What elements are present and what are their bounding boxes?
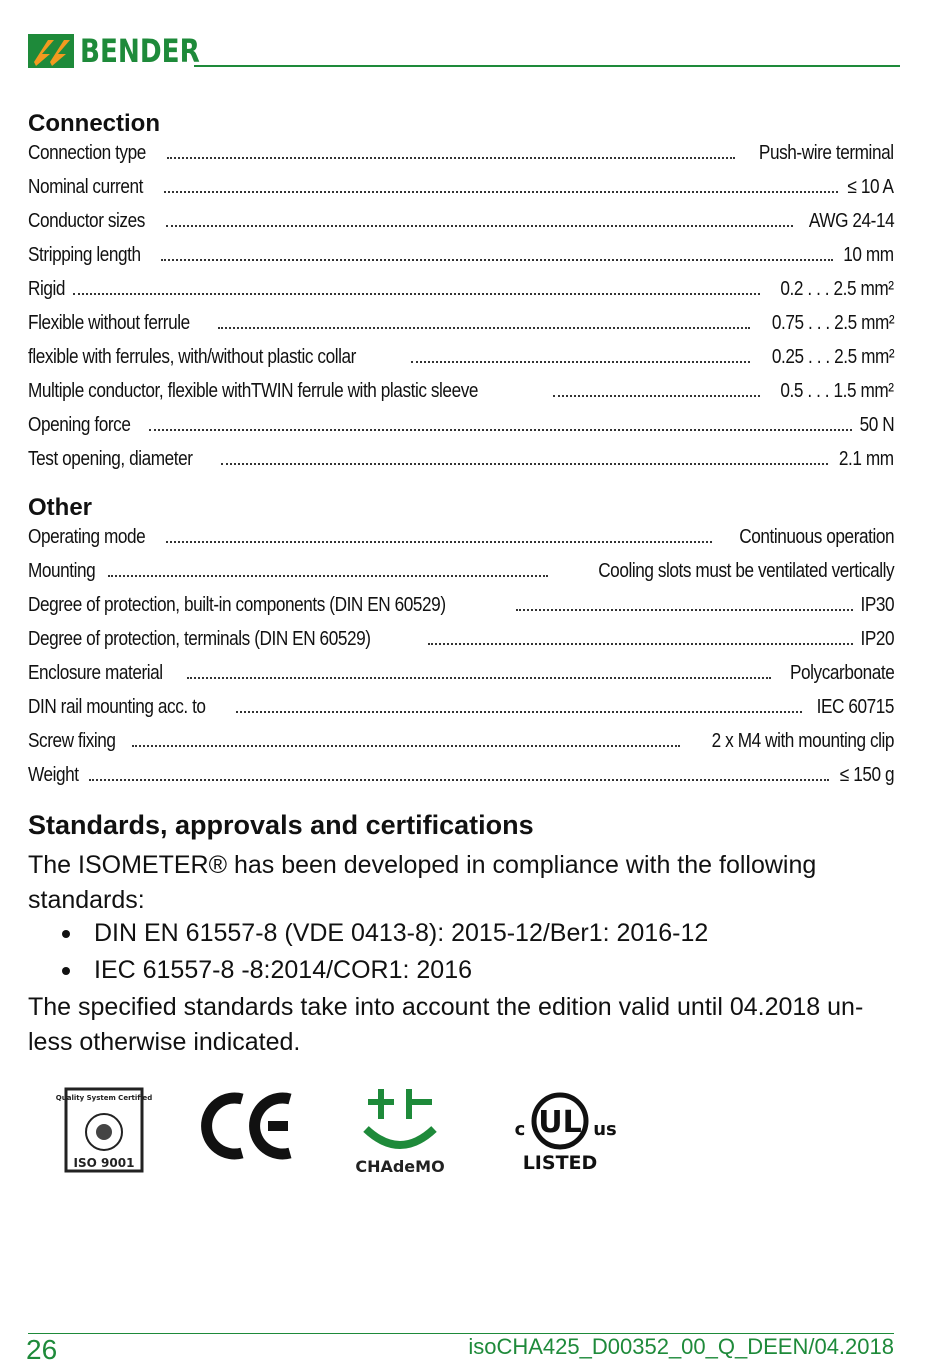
leader-dots	[164, 191, 839, 193]
standards-intro: The ISOMETER® has been developed in compliance with the following standards:	[28, 851, 817, 914]
section-title-other: Other	[28, 494, 93, 521]
spec-row	[28, 628, 894, 662]
list-item	[62, 915, 708, 952]
leader-dots	[166, 541, 711, 543]
spec-value: IP20	[860, 628, 894, 650]
other-spec-list	[28, 526, 894, 798]
page-number: 26	[26, 1334, 58, 1365]
standard-text: DIN EN 61557-8 (VDE 0413-8): 2015-12/Ber1: 2016-12	[94, 919, 709, 947]
spec-value: IP30	[860, 594, 894, 616]
spec-label: Test opening, diameter	[28, 448, 193, 470]
spec-value: Push-wire terminal	[759, 142, 894, 164]
leader-dots	[149, 429, 852, 431]
iso-9001-logo	[55, 1087, 153, 1173]
spec-value: 0.25 . . . 2.5 mm²	[771, 346, 894, 368]
spec-row	[28, 278, 894, 312]
leader-dots	[428, 643, 853, 645]
ul-us-text: us	[593, 1119, 617, 1140]
spec-label: Conductor sizes	[28, 210, 145, 232]
leader-dots	[89, 779, 829, 781]
leader-dots	[411, 361, 750, 363]
page-header	[28, 32, 900, 70]
spec-value: Continuous operation	[739, 526, 894, 548]
spec-row	[28, 346, 894, 380]
spec-label: Degree of protection, built-in components (DIN EN 60529)	[28, 594, 446, 616]
leader-dots	[553, 395, 760, 397]
certification-logos	[0, 1085, 950, 1185]
spec-row	[28, 414, 894, 448]
spec-row	[28, 312, 894, 346]
leader-dots	[236, 711, 802, 713]
spec-label: Opening force	[28, 414, 131, 436]
ce-mark-logo	[200, 1091, 295, 1161]
standards-note: The specified standards take into account the edition valid until 04.2018 un-less otherwise indicated.	[28, 993, 864, 1056]
standard-text: IEC 61557-8 -8:2014/COR1: 2016	[94, 956, 473, 984]
leader-dots	[218, 327, 750, 329]
ul-listed-text: LISTED	[522, 1152, 598, 1174]
list-item	[62, 952, 708, 989]
spec-row	[28, 448, 894, 482]
iso-bottom-text: ISO 9001	[73, 1156, 135, 1170]
spec-label: Screw fixing	[28, 730, 116, 752]
spec-value: AWG 24-14	[808, 210, 894, 232]
spec-row	[28, 730, 894, 764]
spec-label: flexible with ferrules, with/without plastic collar	[28, 346, 356, 368]
leader-dots	[161, 259, 833, 261]
spec-label: Operating mode	[28, 526, 146, 548]
ul-listed-logo	[510, 1085, 620, 1177]
spec-row	[28, 244, 894, 278]
bullet-icon	[62, 967, 70, 975]
leader-dots	[167, 157, 735, 159]
spec-value: 0.2 . . . 2.5 mm²	[780, 278, 894, 300]
spec-row	[28, 142, 894, 176]
leader-dots	[221, 463, 828, 465]
spec-label: Connection type	[28, 142, 146, 164]
leader-dots	[132, 745, 680, 747]
spec-label: Degree of protection, terminals (DIN EN 60529)	[28, 628, 371, 650]
spec-label: DIN rail mounting acc. to	[28, 696, 206, 718]
spec-value: ≤ 10 A	[847, 176, 894, 198]
spec-row	[28, 526, 894, 560]
chademo-logo	[350, 1085, 454, 1179]
leader-dots	[108, 575, 547, 577]
spec-row	[28, 176, 894, 210]
spec-label: Mounting	[28, 560, 96, 582]
leader-dots	[166, 225, 793, 227]
iso-top-text: Quality System Certified	[55, 1094, 153, 1102]
spec-value: 2 x M4 with mounting clip	[711, 730, 894, 752]
standards-heading: Standards, approvals and certifications	[28, 810, 534, 840]
spec-label: Weight	[28, 764, 79, 786]
spec-row	[28, 764, 894, 798]
ul-c-text: c	[514, 1119, 526, 1140]
spec-label: Flexible without ferrule	[28, 312, 190, 334]
spec-value: ≤ 150 g	[839, 764, 894, 786]
spec-value: IEC 60715	[816, 696, 894, 718]
leader-dots	[187, 677, 771, 679]
spec-value: 0.5 . . . 1.5 mm²	[780, 380, 894, 402]
spec-label: Enclosure material	[28, 662, 163, 684]
brand-name: BENDER	[80, 32, 200, 70]
spec-label: Stripping length	[28, 244, 141, 266]
spec-label: Multiple conductor, flexible withTWIN ferrule with plastic sleeve	[28, 380, 479, 402]
spec-row	[28, 380, 894, 414]
connection-spec-list	[28, 142, 894, 482]
spec-value: 0.75 . . . 2.5 mm²	[771, 312, 894, 334]
spec-row	[28, 662, 894, 696]
leader-dots	[73, 293, 760, 295]
spec-value: 50 N	[859, 414, 894, 436]
bender-logo-icon	[28, 34, 74, 68]
spec-row	[28, 594, 894, 628]
spec-value: Polycarbonate	[789, 662, 894, 684]
document-id: isoCHA425_D00352_00_Q_DEEN/04.2018	[468, 1334, 894, 1359]
spec-label: Rigid	[28, 278, 66, 300]
spec-value: Cooling slots must be ventilated vertically	[597, 560, 894, 582]
chademo-text: CHAdeMO	[355, 1157, 445, 1176]
spec-row	[28, 560, 894, 594]
spec-value: 2.1 mm	[839, 448, 894, 470]
leader-dots	[516, 609, 853, 611]
header-rule	[194, 65, 900, 67]
ul-text: UL	[538, 1105, 582, 1140]
bullet-icon	[62, 930, 70, 938]
spec-value: 10 mm	[843, 244, 894, 266]
spec-row	[28, 696, 894, 730]
section-title-connection: Connection	[28, 110, 160, 137]
spec-label: Nominal current	[28, 176, 143, 198]
spec-row	[28, 210, 894, 244]
standards-list	[62, 915, 708, 989]
